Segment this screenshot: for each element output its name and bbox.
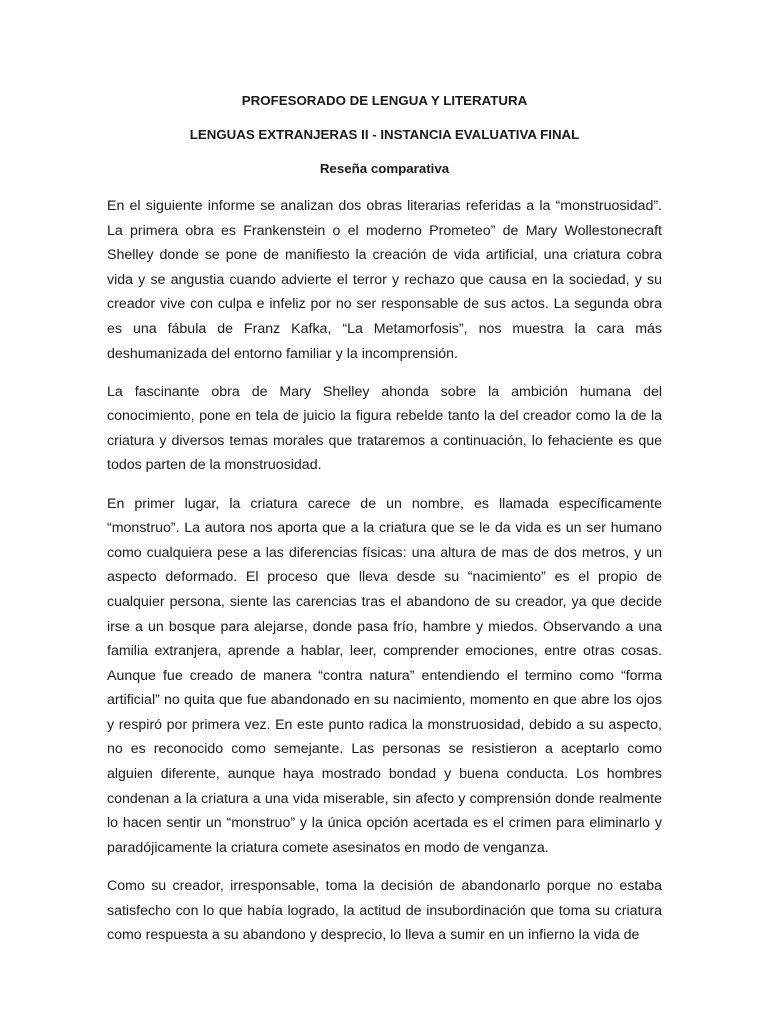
document-subtitle: LENGUAS EXTRANJERAS II - INSTANCIA EVALUATIVA FINAL — [189, 127, 580, 142]
paragraph-shelley-work: La fascinante obra de Mary Shelley ahonda sobre la ambición humana del conocimiento, pone en tela de juicio la figura rebelde tanto la del creador como la de la criatura y diversos temas morales que trataremos a continuación, lo fehaciente es que todos parten de la monstruosidad. — [107, 383, 662, 474]
document-body — [107, 92, 662, 948]
document-title: PROFESORADO DE LENGUA Y LITERATURA — [241, 93, 528, 108]
document-section-title: Reseña comparativa — [319, 161, 450, 176]
paragraph-intro: En el siguiente informe se analizan dos obras literarias referidas a la “monstruosidad”. La primera obra es Frankenstein o el moderno Prometeo” de Mary Wollestonecraft Shelley donde se pone de manifiesto la creación de vida artificial, una criatura cobra vida y se angustia cuando advierte el terror y rechazo que causa en la sociedad, y su creador vive con culpa e infeliz por no ser responsable de sus actos. La segunda obra es una fábula de Franz Kafka, “La Metamorfosis”, nos muestra la cara más deshumanizada del entorno familiar y la incomprensión. — [107, 198, 662, 362]
paragraph-creature: En primer lugar, la criatura carece de un nombre, es llamada específicamente “monstruo”. La autora nos aporta que a la criatura que se le da vida es un ser humano como cualquiera pese a las diferencias físicas: una altura de mas de dos metros, y un aspecto deformado. El proceso que lleva desde su “nacimiento” es el propio de cualquier persona, siente las carencias tras el abandono de su creador, ya que decide irse a un bosque para alejarse, donde pasa frío, hambre y miedos. Observando a una familia extranjera, aprende a hablar, leer, comprender emociones, entre otras cosas. Aunque fue creado de manera “contra natura” entendiendo el termino como “forma artificial” no quita que fue abandonado en su nacimiento, momento en que abre los ojos y respiró por primera vez. En este punto radica la monstruosidad, debido a su aspecto, no es reconocido como semejante. Las personas se resistieron a aceptarlo como alguien diferente, aunque haya mostrado bondad y buena conducta. Los hombres condenan a la criatura a una vida miserable, sin afecto y comprensión donde realmente lo hacen sentir un “monstruo” y la única opción acertada es el crimen para eliminarlo y paradójicamente la criatura comete asesinatos en modo de venganza. — [107, 495, 662, 856]
paragraph-creator: Como su creador, irresponsable, toma la decisión de abandonarlo porque no estaba satisfecho con lo que había logrado, la actitud de insubordinación que toma su criatura como respuesta a su abandono y desprecio, lo lleva a sumir en un infierno la vida de — [107, 877, 662, 944]
